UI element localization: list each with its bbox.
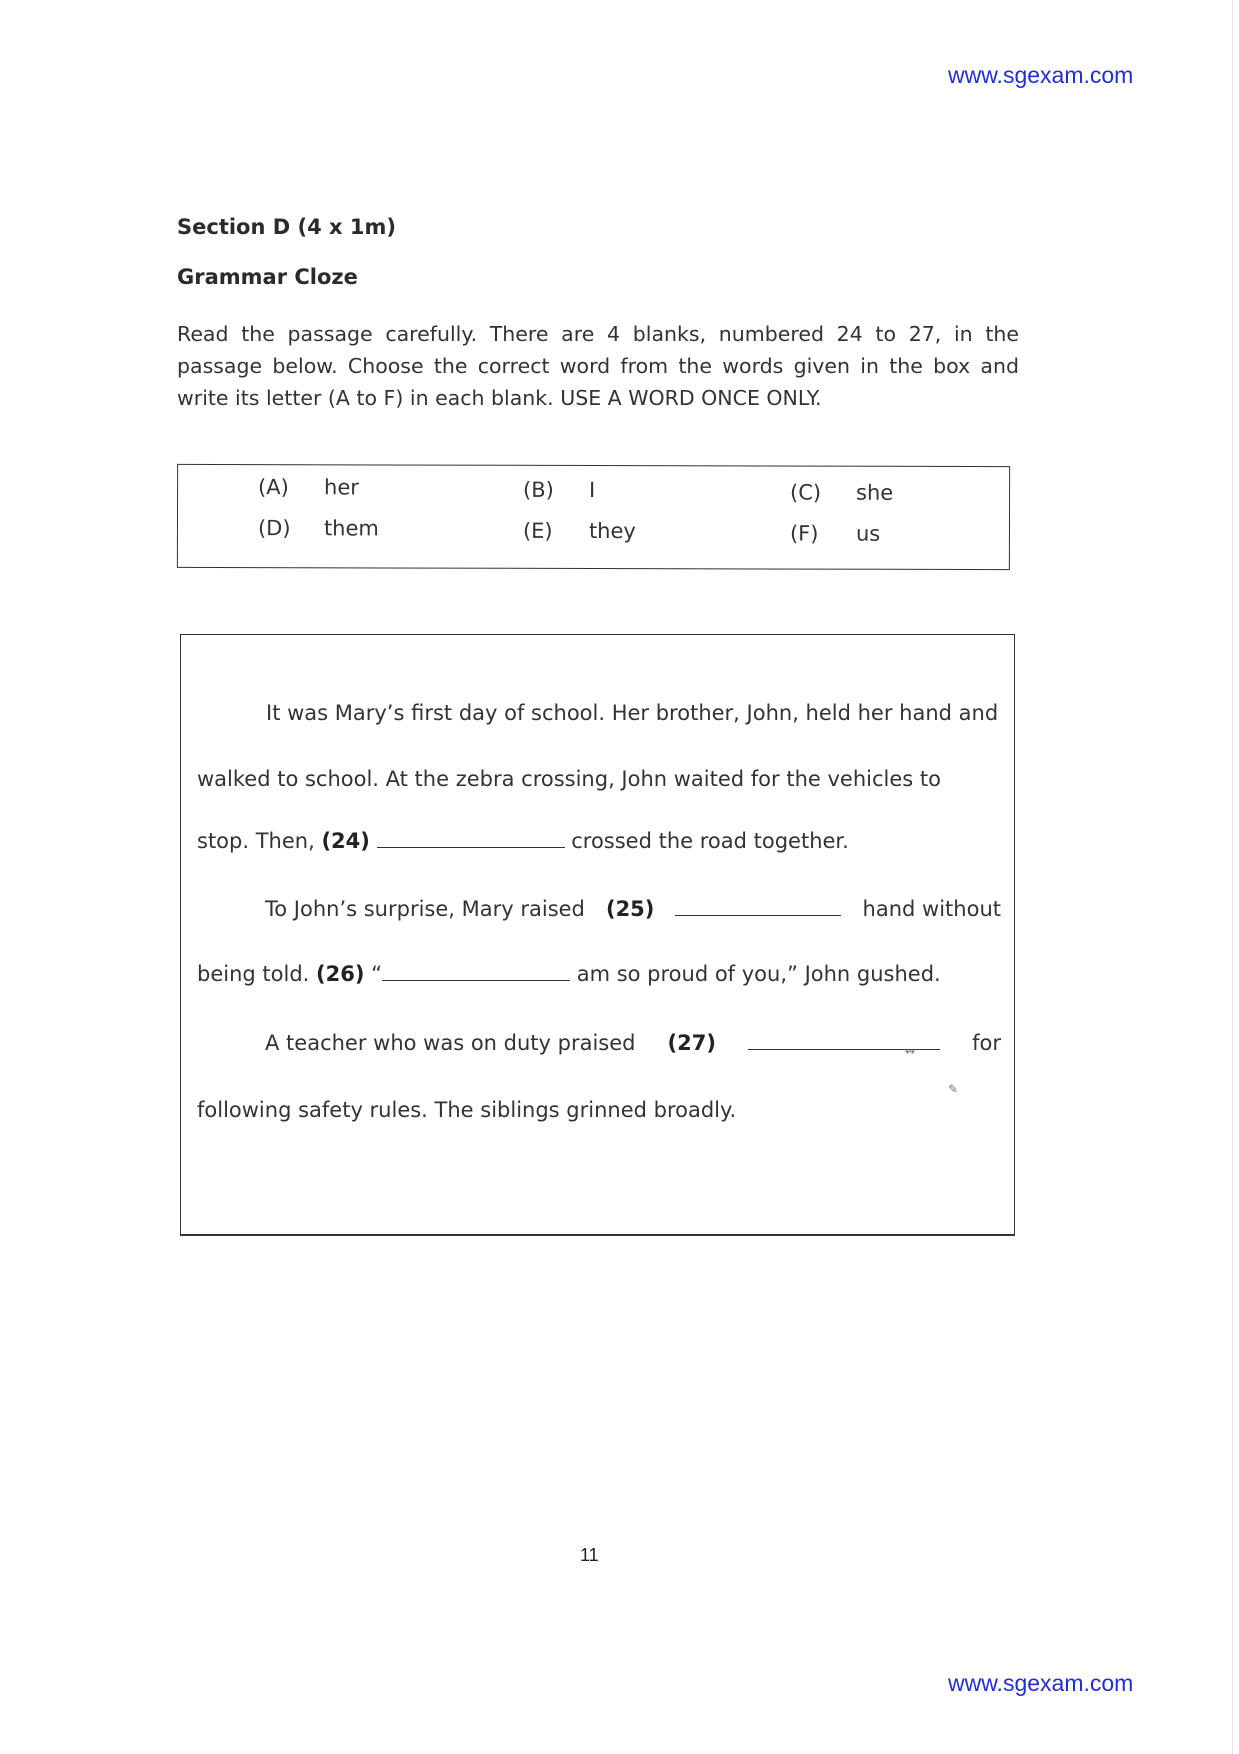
- page-number: 11: [580, 1545, 599, 1565]
- option-word: she: [856, 480, 894, 505]
- option-b: [523, 478, 595, 502]
- passage-text: being told.: [197, 962, 310, 986]
- question-number-24: (24): [321, 829, 370, 853]
- section-title: Section D (4 x 1m): [177, 215, 396, 239]
- passage-line: [197, 767, 1001, 791]
- option-e: [523, 519, 636, 543]
- option-word: I: [589, 477, 596, 503]
- word-box: [177, 464, 1010, 570]
- scribble-mark: ✎: [948, 1082, 959, 1096]
- passage-text: stop. Then,: [197, 829, 315, 853]
- question-number-26: (26): [316, 962, 365, 986]
- answer-blank-26[interactable]: [382, 962, 570, 981]
- passage-line: [265, 897, 1001, 921]
- option-letter: (C): [790, 480, 822, 505]
- option-f: [790, 522, 880, 546]
- passage-text: It was Mary’s first day of school. Her brother, John, held her hand and: [266, 701, 999, 725]
- question-number-25: (25): [605, 897, 655, 921]
- passage-text: following safety rules. The siblings grinned broadly.: [197, 1098, 737, 1122]
- passage-text: for: [972, 1031, 1001, 1055]
- option-letter: (B): [523, 477, 554, 502]
- passage-text: A teacher who was on duty praised: [265, 1031, 636, 1055]
- passage-line: [197, 1098, 736, 1122]
- answer-blank-25[interactable]: [675, 897, 841, 916]
- page-edge: [1232, 0, 1233, 1754]
- answer-blank-24[interactable]: [377, 829, 565, 848]
- passage-text: hand without: [862, 897, 1001, 921]
- passage-text: walked to school. At the zebra crossing, John waited for the vehicles to: [197, 767, 941, 791]
- passage-text: am so proud of you,” John gushed.: [576, 962, 941, 986]
- passage-text: To John’s surprise, Mary raised: [265, 897, 585, 921]
- option-letter: (D): [257, 516, 291, 541]
- section-subtitle: Grammar Cloze: [177, 265, 358, 289]
- option-letter: (A): [258, 475, 289, 500]
- option-letter: (E): [522, 518, 553, 543]
- passage-line: [266, 701, 1001, 725]
- option-word: them: [323, 516, 379, 541]
- instructions: Read the passage carefully. There are 4 blanks, numbered 24 to 27, in the passage below. Choose the correct word from the words given in the box and write its letter (A to F) in each blank. USE A WORD ONCE ONLY.: [177, 322, 1019, 410]
- option-word: they: [588, 518, 636, 544]
- option-letter: (F): [789, 521, 819, 546]
- passage-line: [197, 962, 941, 986]
- open-quote: “: [371, 962, 383, 986]
- option-word: her: [324, 475, 359, 500]
- passage-text: crossed the road together.: [571, 829, 849, 853]
- passage-line: [265, 1031, 1001, 1055]
- option-d: [258, 516, 379, 540]
- watermark-bottom[interactable]: www.sgexam.com: [948, 1670, 1134, 1696]
- option-c: [790, 481, 893, 505]
- watermark-top[interactable]: www.sgexam.com: [948, 62, 1134, 88]
- option-a: [258, 475, 359, 499]
- passage-line: [197, 829, 849, 853]
- option-word: us: [855, 521, 881, 546]
- passage-box: [180, 634, 1015, 1236]
- scribble-mark: ↭: [905, 1044, 916, 1058]
- question-number-27: (27): [667, 1031, 716, 1055]
